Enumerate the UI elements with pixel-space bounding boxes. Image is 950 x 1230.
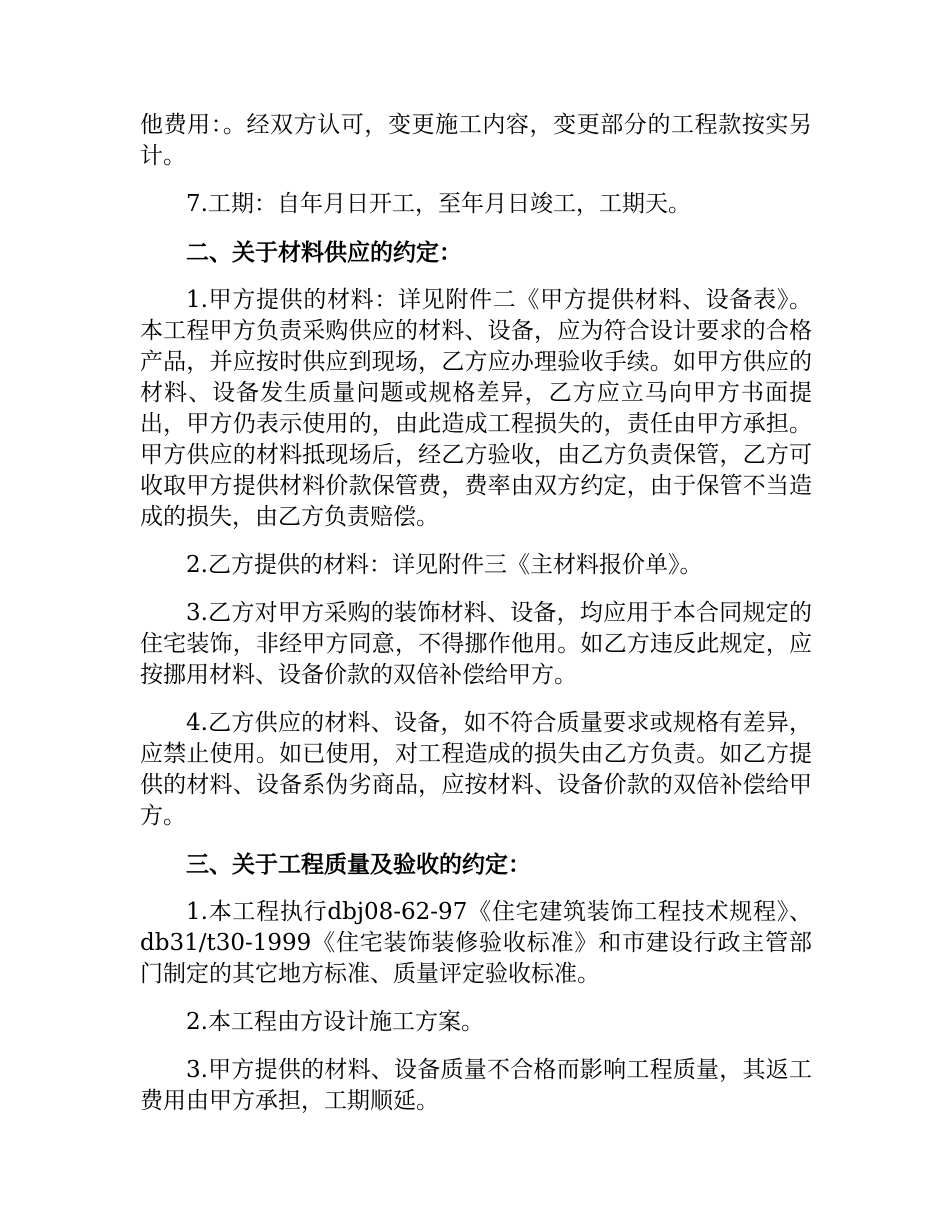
paragraph-material-use-restriction: 3.乙方对甲方采购的装饰材料、设备，均应用于本合同规定的住宅装饰，非经甲方同意，不得挪作他用。如乙方违反此规定，应按挪用材料、设备价款的双倍补偿给甲方。 [140, 600, 812, 688]
section-heading-quality-acceptance: 三、关于工程质量及验收的约定： [186, 851, 531, 878]
paragraph-construction-period: 7.工期：自年月日开工，至年月日竣工，工期天。 [186, 191, 691, 217]
paragraph-rework-cost: 3.甲方提供的材料、设备质量不合格而影响工程质量，其返工费用由甲方承担，工期顺延。 [140, 1057, 812, 1114]
paragraph-design-plan: 2.本工程由方设计施工方案。 [186, 1009, 484, 1035]
paragraph-party-a-materials: 1.甲方提供的材料：详见附件二《甲方提供材料、设备表》。本工程甲方负责采购供应的材料、设备，应为符合设计要求的合格产品，并应按时供应到现场，乙方应办理验收手续。如甲方供应的材料、设备发生质量问题或规格差异，乙方应立马向甲方书面提出，甲方仍表示使用的，由此造成工程损失的，责任由甲方承担。甲方供应的材料抵现场后，经乙方验收，由乙方负责保管，乙方可收取甲方提供材料价款保管费，费率由双方约定，由于保管不当造成的损失，由乙方负责赔偿。 [140, 287, 812, 530]
paragraph-party-b-material-quality: 4.乙方供应的材料、设备，如不符合质量要求或规格有差异，应禁止使用。如已使用，对工程造成的损失由乙方负责。如乙方提供的材料、设备系伪劣商品，应按材料、设备价款的双倍补偿给甲方。 [140, 710, 812, 829]
section-heading-material-supply: 二、关于材料供应的约定： [186, 239, 462, 266]
document-page [140, 110, 812, 1134]
paragraph-standards: 1.本工程执行dbj08-62-97《住宅建筑装饰工程技术规程》、db31/t30-1999《住宅装饰装修验收标准》和市建设行政主管部门制定的其它地方标准、质量评定验收标准。 [140, 899, 812, 987]
paragraph-party-b-materials: 2.乙方提供的材料：详见附件三《主材料报价单》。 [186, 552, 703, 578]
paragraph-other-fees: 他费用：。经双方认可，变更施工内容，变更部分的工程款按实另计。 [140, 112, 812, 169]
